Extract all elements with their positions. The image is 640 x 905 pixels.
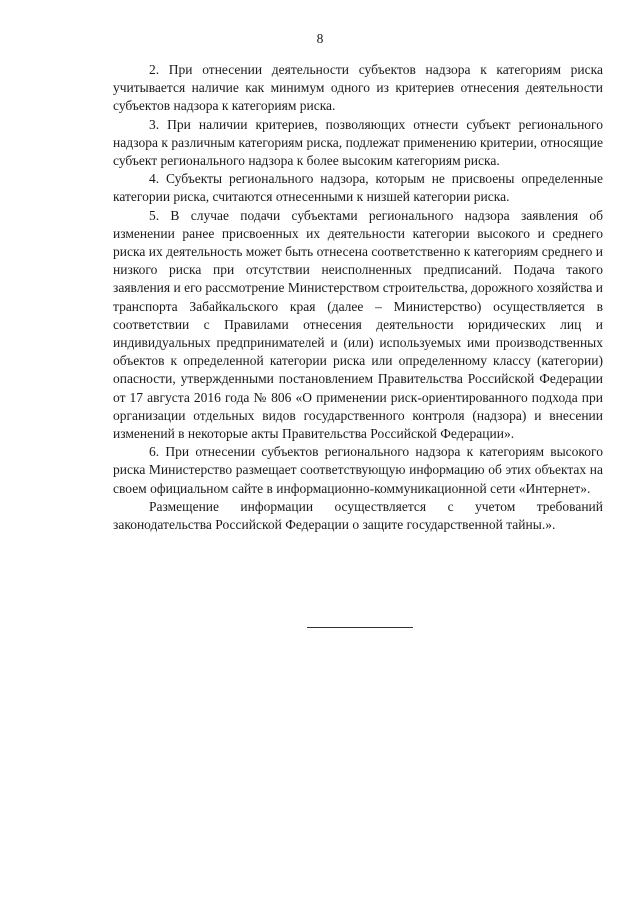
paragraph-closing: Размещение информации осуществляется с учетом требований законодательства Российской Федерации о защите государственной тайны.».	[113, 498, 603, 533]
page-number: 8	[316, 31, 324, 46]
paragraph-4: 4. Субъекты регионального надзора, которым не присвоены определенные категории риска, считаются отнесенными к низшей категории риска.	[113, 171, 603, 205]
paragraph-6: 6. При отнесении субъектов регионального надзора к категориям высокого риска Министерство размещает соответствующую информацию об этих объектах на своем официальном сайте в информационно-коммуникационной сети «Интернет».	[113, 444, 603, 496]
end-divider	[307, 627, 413, 628]
paragraph-3: 3. При наличии критериев, позволяющих отнести субъект регионального надзора к различным категориям риска, подлежат применению критерии, относящие субъект регионального надзора к более высоким категориям риска.	[113, 116, 603, 169]
paragraph-2: 2. При отнесении деятельности субъектов надзора к категориям риска учитывается наличие как минимум одного из критериев отнесения деятельности субъектов надзора к категориям риска.	[113, 62, 603, 114]
document-body	[113, 61, 603, 534]
paragraph-5: 5. В случае подачи субъектами регионального надзора заявления об изменении ранее присвоенных их деятельности категории высокого и среднего риска их деятельность может быть отнесена соответственно к категориям среднего и низкого риска при отсутствии неисполненных предписаний. Подача такого заявления и его рассмотрение Министерством строительства, дорожного хозяйства и транспорта Забайкальского края (далее – Министерство) осуществляется в соответствии с Правилами отнесения деятельности юридических лиц и индивидуальных предпринимателей и (или) используемых ими производственных объектов к определенной категории риска или определенному классу (категории) опасности, утвержденными постановлением Правительства Российской Федерации от 17 августа 2016 года № 806 «О применении риск-ориентированного подхода при организации отдельных видов государственного контроля (надзора) и внесении изменений в некоторые акты Правительства Российской Федерации».	[113, 207, 604, 442]
